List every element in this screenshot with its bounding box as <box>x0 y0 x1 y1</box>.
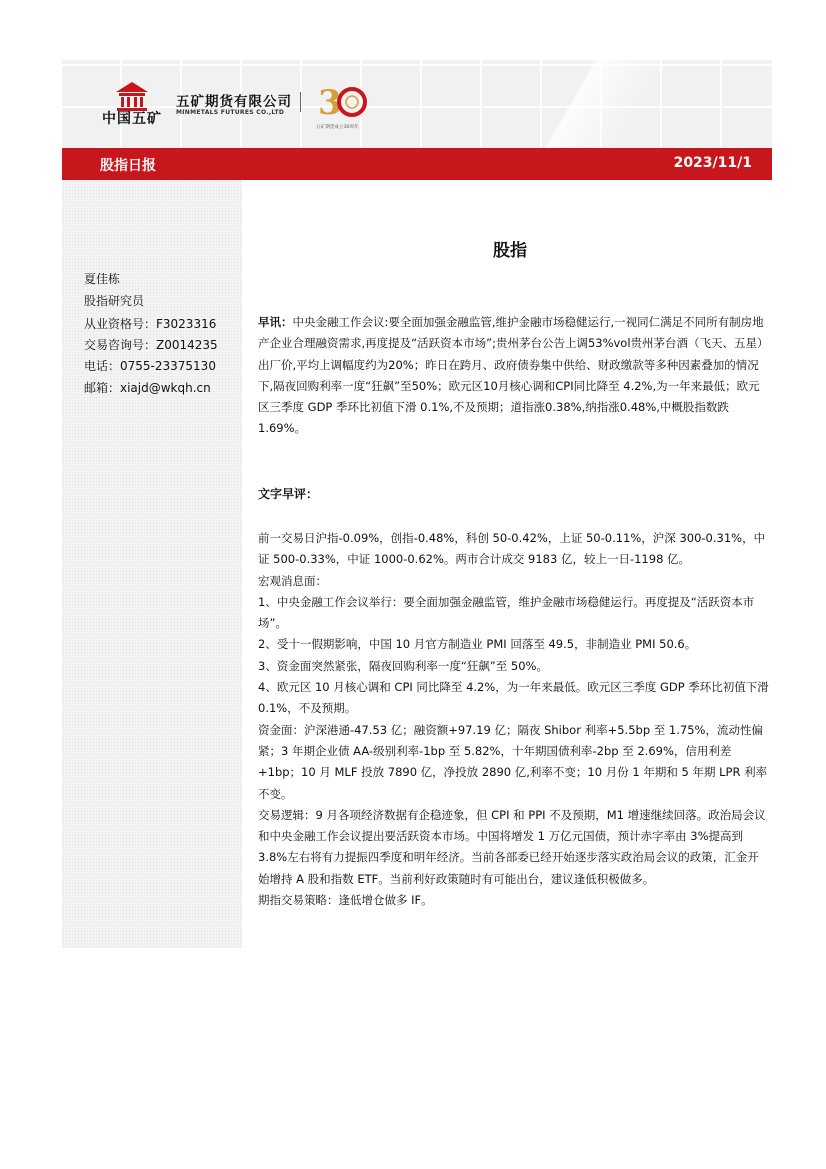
company-name-en: MINMETALS FUTURES CO.,LTD <box>176 109 285 116</box>
author-qualification: 从业资格号：F3023316 <box>84 317 217 331</box>
report-date: 2023/11/1 <box>673 155 752 171</box>
paragraph: 4、欧元区 10 月核心调和 CPI 同比降至 4.2%，为一年来最低。欧元区三季度 GDP 季环比初值下滑 0.1%，不及预期。 <box>258 680 769 716</box>
paragraph: 2、受十一假期影响，中国 10 月官方制造业 PMI 回落至 49.5，非制造业 PMI 50.6。 <box>258 637 697 652</box>
logo-text: 中国五矿 <box>102 111 162 127</box>
section-title: 文字早评： <box>258 487 319 501</box>
report-banner <box>62 148 772 180</box>
svg-text:3: 3 <box>318 83 342 123</box>
document-title: 股指 <box>493 241 527 261</box>
brief-text: 中央金融工作会议:要全面加强金融监管,维护金融市场稳健运行,一视同仁满足不同所有制房地产企业合理融资需求,再度提及“活跃资本市场”;贵州茅台公告上调53%vol贵州茅台酒（飞天、五星）出厂价,平均上调幅度约为20%；昨日在跨月、政府债券集中供给、财政缴款等多种因素叠加的情况下,隔夜回购利率一度“狂飙”至50%；欧元区10月核心调和CPI同比降至 4.2%,为一年来最低；欧元区三季度 GDP 季环比初值下滑 0.1%,不及预期；道指涨0.38%,纳指涨0.48%,中概股指数跌1.69%。 <box>258 315 769 436</box>
author-consult-number: 交易咨询号：Z0014235 <box>84 338 218 352</box>
letterhead <box>62 60 772 148</box>
minmetals-logo-icon <box>112 78 152 112</box>
company-name-cn: 五矿期货有限公司 <box>176 94 292 110</box>
morning-brief-paragraph <box>258 312 770 440</box>
commentary-body <box>258 528 770 911</box>
anniversary-caption: 五矿期货成立30周年 <box>316 125 359 130</box>
header-decoration <box>442 60 772 148</box>
paragraph: 前一交易日沪指-0.09%，创指-0.48%，科创 50-0.42%，上证 50-0.11%，沪深 300-0.31%，中证 500-0.33%，中证 1000-0.62%。两市合计成交 9183 亿，较上一日-1198 亿。 <box>258 531 766 567</box>
paragraph: 3、资金面突然紧张，隔夜回购利率一度“狂飙”至 50%。 <box>258 658 548 673</box>
morning-brief <box>258 312 770 440</box>
anniversary-30-logo-icon <box>314 74 374 134</box>
brief-lead: 早讯： <box>258 315 293 329</box>
author-name: 夏佳栋 <box>84 272 121 286</box>
header-separator <box>300 92 301 112</box>
paragraph: 期指交易策略：逢低增仓做多 IF。 <box>258 893 433 908</box>
author-phone: 电话：0755-23375130 <box>84 359 216 373</box>
paragraph: 宏观消息面： <box>258 573 327 588</box>
author-email: 邮箱：xiajd@wkqh.cn <box>84 381 211 395</box>
paragraph: 资金面：沪深港通-47.53 亿；融资额+97.19 亿；隔夜 Shibor 利率+5.5bp 至 1.75%，流动性偏紧；3 年期企业债 AA-级别利率-1bp 至 5.82%，十年期国债利率-2bp 至 2.69%，信用利差+1bp；10 月 MLF 投放 7890 亿，净投放 2890 亿,利率不变；10 月份 1 年期和 5 年期 LPR 利率不变。 <box>258 722 768 801</box>
author-role: 股指研究员 <box>84 294 145 308</box>
report-type: 股指日报 <box>100 158 156 174</box>
paragraph: 交易逻辑：9 月各项经济数据有企稳迹象，但 CPI 和 PPI 不及预期，M1 增速继续回落。政治局会议和中央金融工作会议提出要活跃资本市场。中国将增发 1 万亿元国债，预计赤字率由 3%提高到 3.8%左右将有力提振四季度和明年经济。当前各部委已经开始逐步落实政治局会议的政策，汇金开始增持 A 股和指数 ETF。当前利好政策随时有可能出台，建议逢低积极做多。 <box>258 807 766 886</box>
paragraph: 1、中央金融工作会议举行：要全面加强金融监管，维护金融市场稳健运行。再度提及“活跃资本市场”。 <box>258 594 755 631</box>
